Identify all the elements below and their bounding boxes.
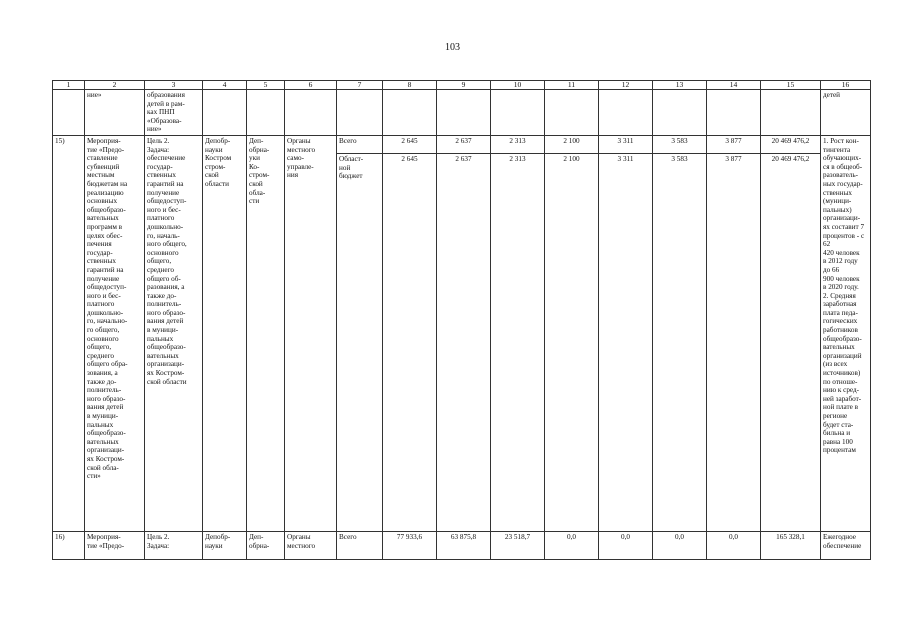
value-cell: 2 313 — [491, 136, 545, 154]
value-cell: 2 637 — [437, 154, 491, 532]
column-number: 13 — [653, 81, 707, 90]
column-number: 2 — [85, 81, 145, 90]
column-number: 12 — [599, 81, 653, 90]
value-cell: 0,0 — [707, 532, 761, 560]
value-cell: 2 100 — [545, 154, 599, 532]
column-number: 4 — [203, 81, 247, 90]
measure-cell: Мероприя- тие «Предо- ставление субвенций местным бюджетам на реализацию основных общеобразо- вательных программ в целях обес- печения государ- ственных гарантий на получение общедоступ- ного и бес- платного дошкольно- го, начально- го общего, основного общего, среднего общего обра- зования, а также до- полнитель- ного образо- вания детей в муници- пальных общеобразо- вательных организаци- ях Костром- ской обла- сти» — [85, 136, 145, 532]
column-number: 9 — [437, 81, 491, 90]
goal-cell: Цель 2. Задача: обеспечение государ- ственных гарантий на получение общедоступ- ного и бес- платного дошкольно- го, началь- ного общего, основного общего, среднего общего об- разования, а также до- полнитель- ного образо- вания детей в муници- пальных общеобразо- вательных организаци- ях Костром- ской области — [145, 136, 203, 532]
source-label: Област- ной бюджет — [337, 154, 383, 532]
column-number: 6 — [285, 81, 337, 90]
value-cell: 2 645 — [383, 154, 437, 532]
total-cell: 165 328,1 — [761, 532, 821, 560]
source-label: Всего — [337, 532, 383, 560]
column-number: 14 — [707, 81, 761, 90]
value-cell: 77 933,6 — [383, 532, 437, 560]
measure-cell: ние» — [85, 90, 145, 136]
measure-cell: Мероприя- тие «Предо- — [85, 532, 145, 560]
value-cell: 3 877 — [707, 136, 761, 154]
total-cell: 20 469 476,2 — [761, 136, 821, 154]
coexecutor-cell: Деп- обрна- — [247, 532, 285, 560]
result-cell: детей — [821, 90, 871, 136]
budget-table — [52, 80, 871, 560]
column-number: 10 — [491, 81, 545, 90]
executor-cell: Депобр- науки Костром стром- ской области — [203, 136, 247, 532]
page-number: 103 — [445, 42, 460, 53]
column-number: 15 — [761, 81, 821, 90]
value-cell: 0,0 — [653, 532, 707, 560]
goal-cell: Цель 2. Задача: — [145, 532, 203, 560]
column-number: 5 — [247, 81, 285, 90]
value-cell: 63 875,8 — [437, 532, 491, 560]
value-cell: 23 518,7 — [491, 532, 545, 560]
value-cell: 3 311 — [599, 154, 653, 532]
value-cell: 2 313 — [491, 154, 545, 532]
value-cell: 2 637 — [437, 136, 491, 154]
column-number: 11 — [545, 81, 599, 90]
total-cell: 20 469 476,2 — [761, 154, 821, 532]
column-number-row — [53, 81, 871, 90]
value-cell: 3 583 — [653, 154, 707, 532]
executor-cell: Депобр- науки — [203, 532, 247, 560]
value-cell: 2 645 — [383, 136, 437, 154]
continued-row — [53, 90, 871, 136]
value-cell: 3 583 — [653, 136, 707, 154]
value-cell: 3 311 — [599, 136, 653, 154]
column-number: 8 — [383, 81, 437, 90]
value-cell: 0,0 — [545, 532, 599, 560]
coexecutor-cell: Деп- обрна- уки Ко- стром- ской обла- сти — [247, 136, 285, 532]
result-cell: Ежегодное обеспечение — [821, 532, 871, 560]
value-cell: 0,0 — [599, 532, 653, 560]
column-number: 16 — [821, 81, 871, 90]
participants-cell: Органы местного — [285, 532, 337, 560]
source-label: Всего — [337, 136, 383, 154]
result-cell: 1. Рост кон- тингента обучающих- ся в общеоб- разователь- ных государ- ственных (муници- пальных) организаци- ях составит 7 процентов - с 62 420 человек в 2012 году до 66 900 человек в 2020 году. 2. Средняя заработная плата педа- гогических работников общеобразо- вательных организаций (из всех источников) по отноше- нию к сред- ней заработ- ной плате в регионе будет ста- бильна и равна 100 процентам — [821, 136, 871, 532]
table-row-15 — [53, 136, 871, 154]
row-number: 15) — [53, 136, 85, 532]
participants-cell: Органы местного само- управле- ния — [285, 136, 337, 532]
value-cell: 2 100 — [545, 136, 599, 154]
value-cell: 3 877 — [707, 154, 761, 532]
column-number: 3 — [145, 81, 203, 90]
table-row-16 — [53, 532, 871, 560]
column-number: 7 — [337, 81, 383, 90]
row-number: 16) — [53, 532, 85, 560]
goal-cell: образования детей в рам- ках ПНП «Образова- ние» — [145, 90, 203, 136]
column-number: 1 — [53, 81, 85, 90]
